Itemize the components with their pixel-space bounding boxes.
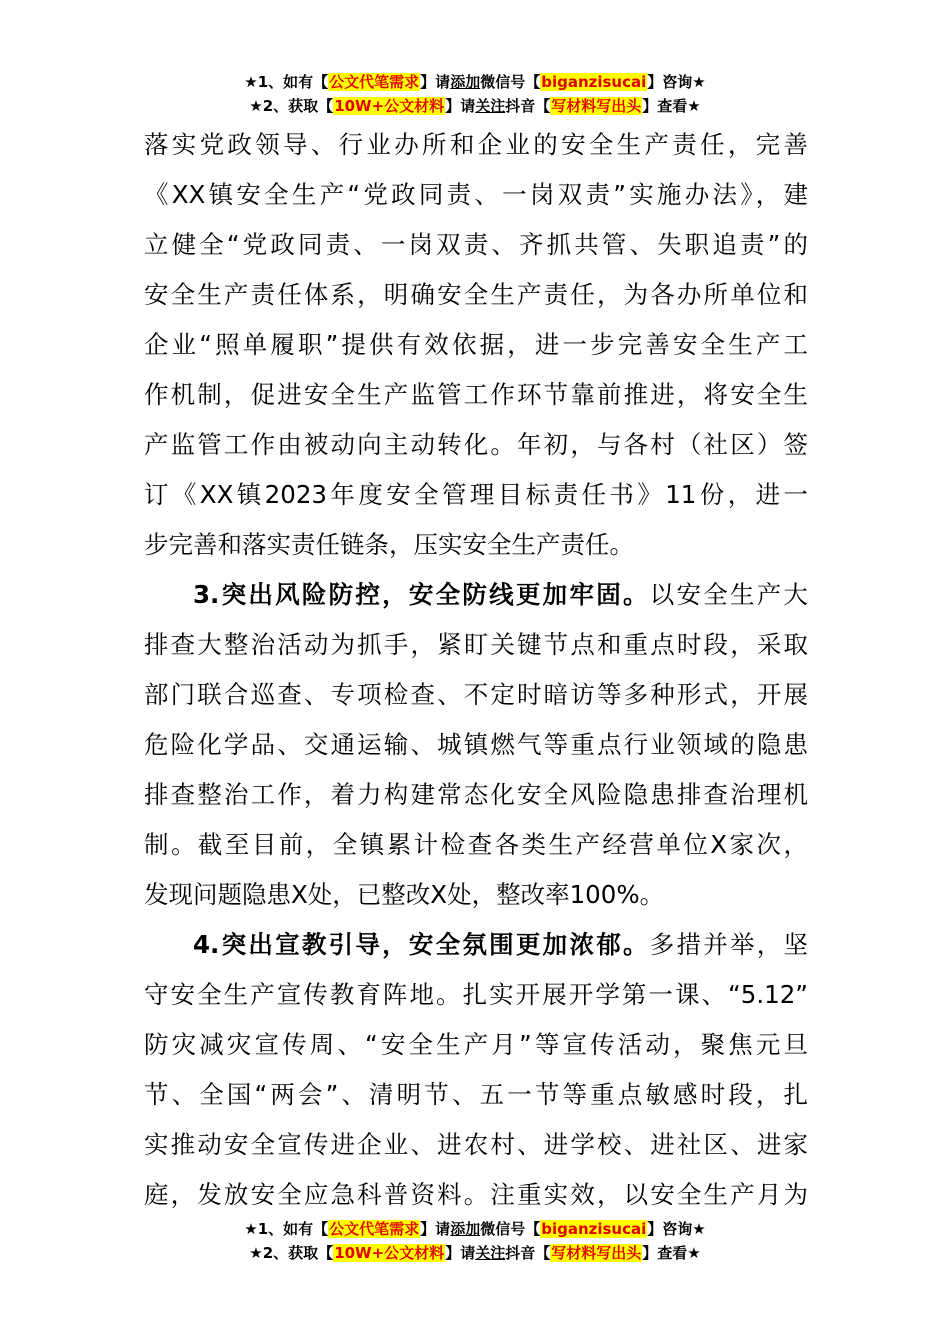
text-line: 部门联合巡查、专项检查、不定时暗访等多种形式，开展 [144, 680, 808, 709]
banner-text: ★2、获取【 [249, 97, 334, 115]
banner-highlight: 写材料写出头 [551, 97, 642, 115]
banner-line-1 [0, 70, 950, 94]
banner-line-2 [0, 1241, 950, 1265]
banner-text: 】查看★ [642, 1244, 701, 1262]
text-line: 庭，发放安全应急科普资料。注重实效，以安全生产月为 [144, 1180, 808, 1209]
banner-highlight: 10W+公文材料 [334, 97, 445, 115]
banner-highlight: 公文代笔需求 [329, 73, 420, 91]
text-line: 排查大整治活动为抓手，紧盯关键节点和重点时段，采取 [144, 630, 808, 659]
banner-line-1 [0, 1217, 950, 1241]
banner-text: 】查看★ [642, 97, 701, 115]
text-line [144, 920, 808, 970]
text-line: 《XX镇安全生产“党政同责、一岗双责”实施办法》，建 [144, 180, 808, 209]
text-line: 安全生产责任体系，明确安全生产责任，为各办所单位和 [144, 280, 808, 309]
footer-banner [0, 1217, 950, 1265]
banner-text: ★2、获取【 [249, 1244, 334, 1262]
text-line: 订《XX镇2023年度安全管理目标责任书》11份，进一 [144, 480, 808, 509]
text-line: 步完善和落实责任链条，压实安全生产责任。 [144, 530, 634, 559]
banner-text: 】咨询★ [647, 1220, 706, 1238]
paragraph-publicity [144, 920, 808, 1220]
banner-text: 抖音【 [505, 1244, 551, 1262]
banner-text: 】请 [420, 73, 451, 91]
text-line: 节、全国“两会”、清明节、五一节等重点敏感时段，扎 [144, 1080, 808, 1109]
section-heading: 4.突出宣教引导，安全氛围更加浓郁。 [193, 930, 650, 959]
text-line: 落实党政领导、行业办所和企业的安全生产责任，完善 [144, 130, 808, 159]
banner-highlight: 10W+公文材料 [334, 1244, 445, 1262]
text-line: 作机制，促进安全生产监管工作环节靠前推进，将安全生 [144, 380, 808, 409]
document-body [144, 120, 808, 1220]
banner-text: 】请 [420, 1220, 451, 1238]
text-line: 实推动安全宣传进企业、进农村、进学校、进社区、进家 [144, 1130, 808, 1159]
text-line: 危险化学品、交通运输、城镇燃气等重点行业领域的隐患 [144, 730, 808, 759]
text-line: 制。截至目前，全镇累计检查各类生产经营单位X家次， [144, 830, 808, 859]
text-line: 发现问题隐患X处，已整改X处，整改率100%。 [144, 880, 665, 909]
paragraph-risk-control [144, 570, 808, 920]
banner-text: 微信号【 [480, 1220, 541, 1238]
section-heading: 3.突出风险防控，安全防线更加牢固。 [193, 580, 650, 609]
banner-underlined: 关注 [475, 1244, 506, 1262]
banner-text: ★1、如有【 [244, 1220, 329, 1238]
banner-text: 抖音【 [505, 97, 551, 115]
text-line: 守安全生产宣传教育阵地。扎实开展开学第一课、“5.12” [144, 980, 808, 1009]
banner-text: 】请 [445, 97, 476, 115]
banner-text: 】请 [445, 1244, 476, 1262]
banner-underlined: 关注 [475, 97, 506, 115]
text-line: 防灾减灾宣传周、“安全生产月”等宣传活动，聚焦元旦 [144, 1030, 808, 1059]
text-line: 企业“照单履职”提供有效依据，进一步完善安全生产工 [144, 330, 808, 359]
banner-highlight: 公文代笔需求 [329, 1220, 420, 1238]
paragraph-responsibility [144, 120, 808, 570]
text-run: 多措并举，坚 [649, 930, 809, 959]
banner-line-2 [0, 94, 950, 118]
banner-underlined: 添加 [450, 73, 481, 91]
text-line: 立健全“党政同责、一岗双责、齐抓共管、失职追责”的 [144, 230, 808, 259]
banner-underlined: 添加 [450, 1220, 481, 1238]
text-line [144, 570, 808, 620]
banner-text: 】咨询★ [647, 73, 706, 91]
header-banner [0, 70, 950, 118]
text-line: 产监管工作由被动向主动转化。年初，与各村（社区）签 [144, 430, 808, 459]
banner-highlight: biganzisucai [541, 1220, 647, 1238]
text-run: 以安全生产大 [649, 580, 809, 609]
banner-highlight: biganzisucai [541, 73, 647, 91]
banner-text: ★1、如有【 [244, 73, 329, 91]
text-line: 排查整治工作，着力构建常态化安全风险隐患排查治理机 [144, 780, 808, 809]
banner-highlight: 写材料写出头 [551, 1244, 642, 1262]
banner-text: 微信号【 [480, 73, 541, 91]
